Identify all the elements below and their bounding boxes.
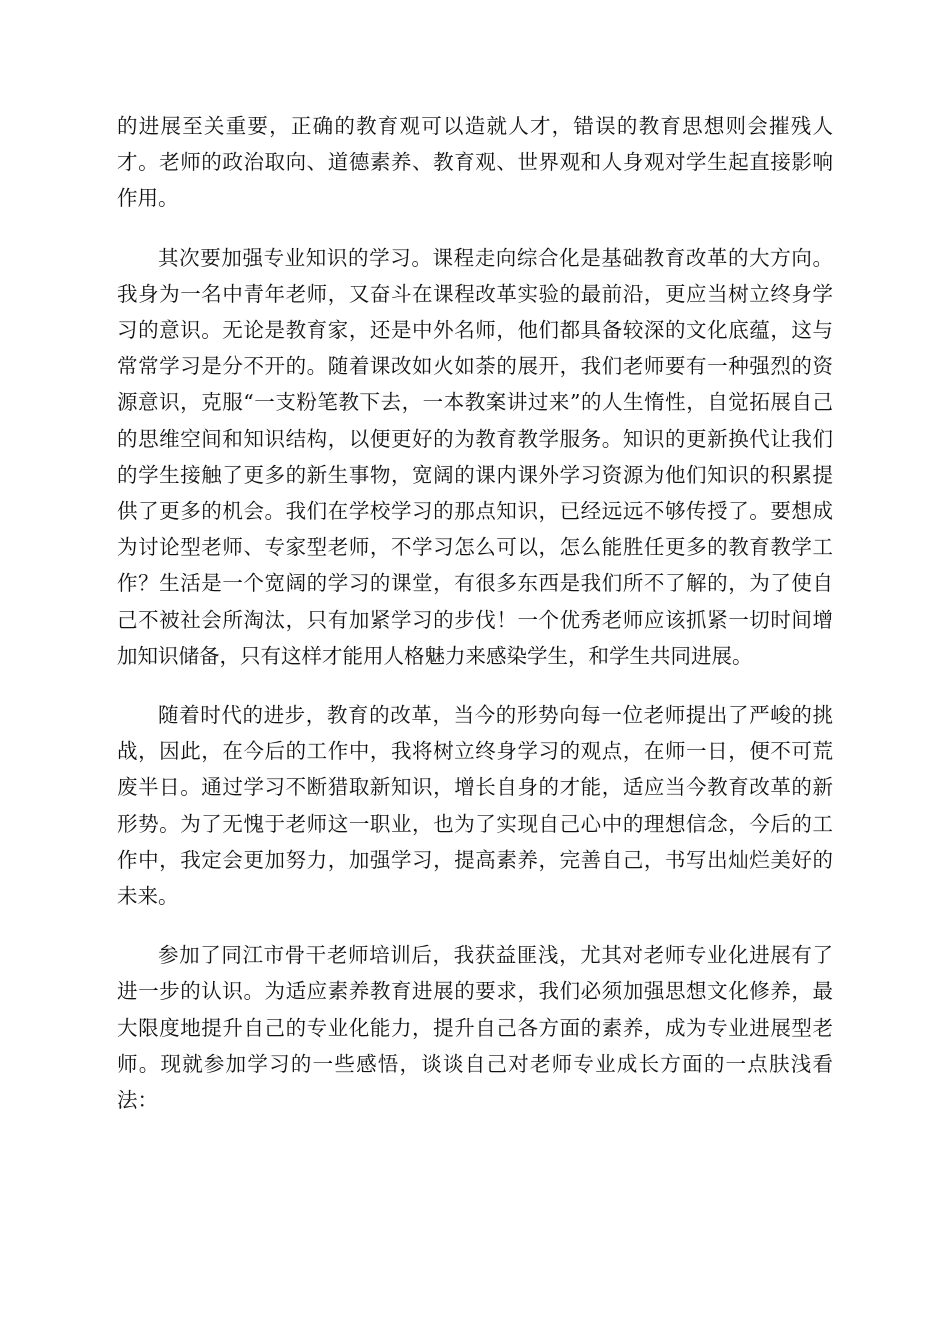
document-body — [117, 108, 833, 1141]
paragraph-training-reflection: 参加了同江市骨干老师培训后，我获益匪浅，尤其对老师专业化进展有了进一步的认识。为适应素养教育进展的要求，我们必须加强思想文化修养，最大限度地提升自己的专业化能力，提升自己各方面的素养，成为专业进展型老师。现就参加学习的一些感悟，谈谈自己对老师专业成长方面的一点肤浅看法： — [117, 943, 833, 1113]
paragraph-professional-knowledge: 其次要加强专业知识的学习。课程走向综合化是基础教育改革的大方向。我身为一名中青年老师，又奋斗在课程改革实验的最前沿，更应当树立终身学习的意识。无论是教育家，还是中外名师，他们都具备较深的文化底蕴，这与常常学习是分不开的。随着课改如火如荼的展开，我们老师要有一种强烈的资源意识，克服“一支粉笔教下去，一本教案讲过来”的人生惰性，自觉拓展自己的思维空间和知识结构，以便更好的为教育教学服务。知识的更新换代让我们的学生接触了更多的新生事物，宽阔的课内课外学习资源为他们知识的积累提供了更多的机会。我们在学校学习的那点知识，已经远远不够传授了。要想成为讨论型老师、专家型老师，不学习怎么可以，怎么能胜任更多的教育教学工作？生活是一个宽阔的学习的课堂，有很多东西是我们所不了解的，为了使自己不被社会所淘汰，只有加紧学习的步伐！一个优秀老师应该抓紧一切时间增加知识储备，只有这样才能用人格魅力来感染学生，和学生共同进展。 — [117, 245, 833, 668]
paragraph-continuation: 的进展至关重要，正确的教育观可以造就人才，错误的教育思想则会摧残人才。老师的政治取向、道德素养、教育观、世界观和人身观对学生起直接影响作用。 — [117, 114, 833, 211]
paragraph-lifelong-learning: 随着时代的进步，教育的改革，当今的形势向每一位老师提出了严峻的挑战，因此，在今后的工作中，我将树立终身学习的观点，在师一日，便不可荒废半日。通过学习不断猎取新知识，增长自身的才能，适应当今教育改革的新形势。为了无愧于老师这一职业，也为了实现自己心中的理想信念，今后的工作中，我定会更加努力，加强学习，提高素养，完善自己，书写出灿烂美好的未来。 — [117, 703, 833, 909]
